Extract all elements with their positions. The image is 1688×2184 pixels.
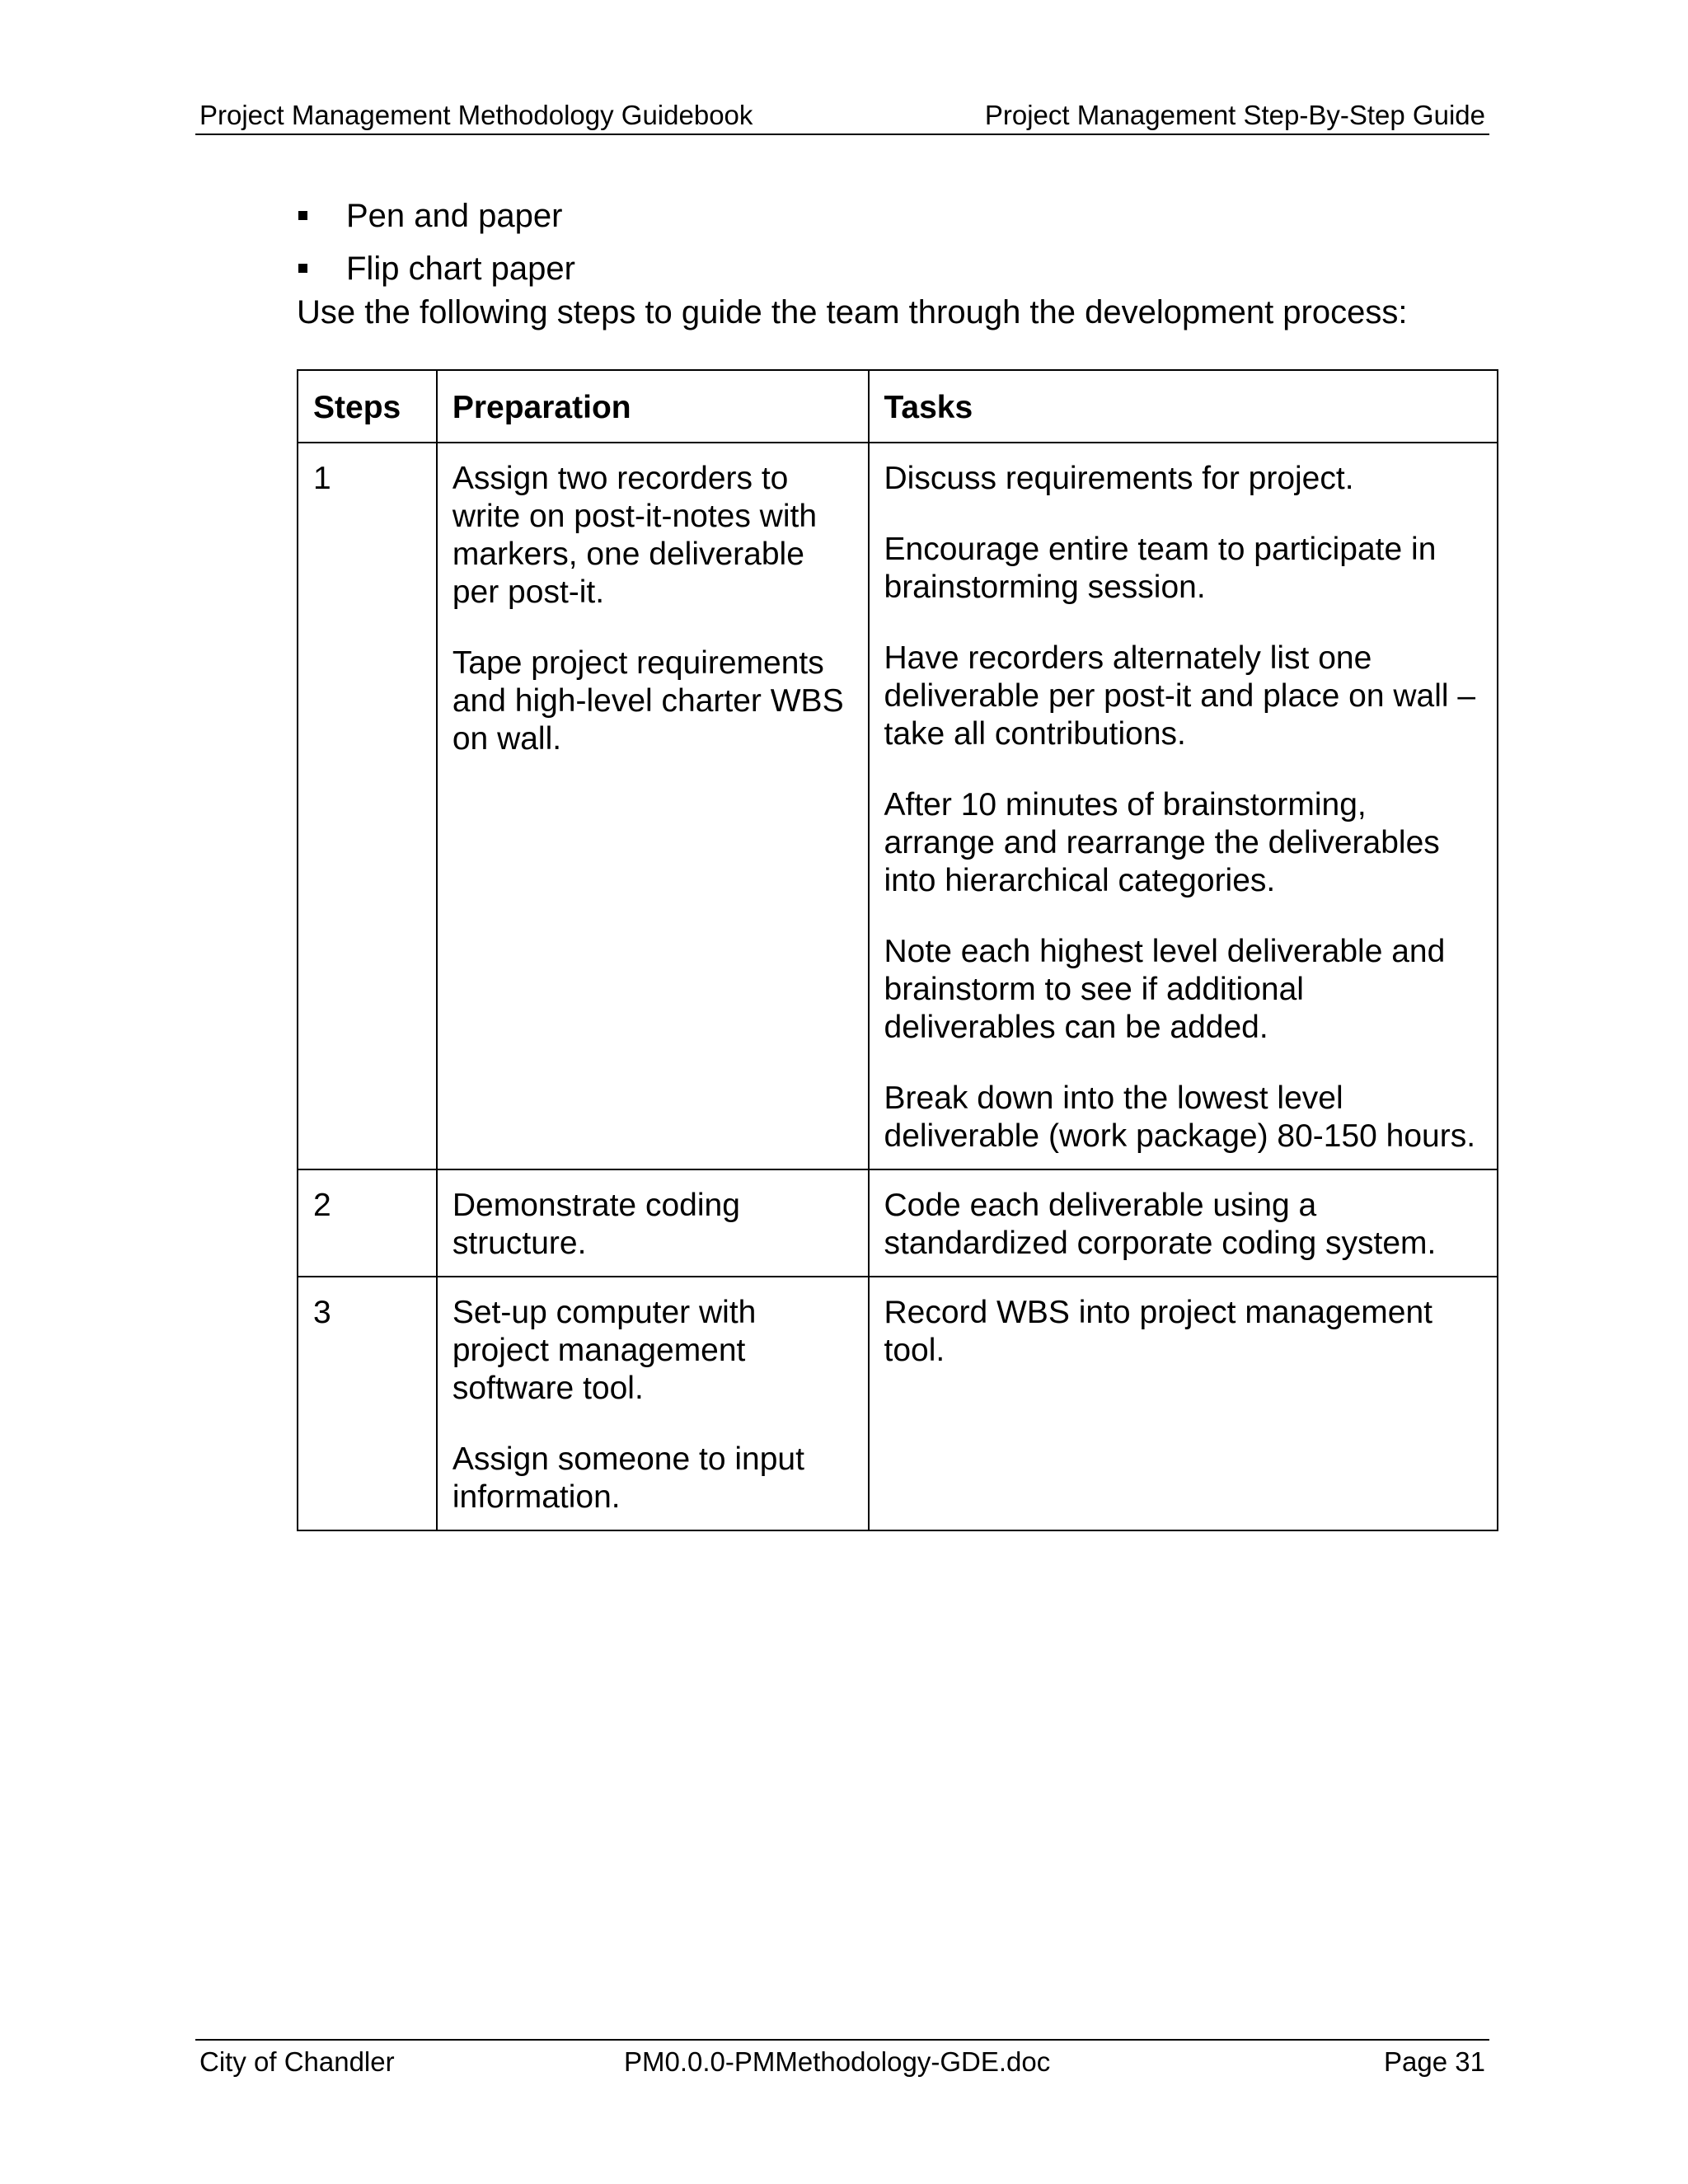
task-text: Note each highest level deliverable and brainstorm to see if additional deliverables can be added. bbox=[884, 934, 1446, 1045]
preparation-text: Tape project requirements and high-level charter WBS on wall. bbox=[452, 645, 844, 757]
preparation-cell bbox=[437, 443, 869, 1169]
table-row bbox=[298, 1277, 1498, 1530]
step-number: 3 bbox=[298, 1277, 437, 1530]
column-header-tasks: Tasks bbox=[869, 370, 1498, 443]
task-text: Code each deliverable using a standardized corporate coding system. bbox=[884, 1188, 1437, 1261]
page-footer bbox=[195, 2039, 1489, 2080]
tasks-cell bbox=[869, 1169, 1498, 1277]
header-document-title: Project Management Methodology Guidebook bbox=[199, 100, 753, 130]
list-item-text: Flip chart paper bbox=[346, 251, 575, 287]
header-section-title: Project Management Step-By-Step Guide bbox=[984, 100, 1485, 130]
list-item bbox=[297, 194, 1500, 237]
preparation-cell bbox=[437, 1169, 869, 1277]
preparation-text: Assign someone to input information. bbox=[452, 1441, 804, 1515]
column-header-steps: Steps bbox=[298, 370, 437, 443]
task-text: Have recorders alternately list one deliverable per post-it and place on wall – take all contributions. bbox=[884, 640, 1476, 752]
task-text: Encourage entire team to participate in brainstorming session. bbox=[884, 532, 1437, 605]
preparation-text: Demonstrate coding structure. bbox=[452, 1188, 740, 1261]
page-header bbox=[195, 97, 1489, 135]
square-bullet-icon bbox=[298, 264, 307, 273]
tasks-cell bbox=[869, 443, 1498, 1169]
list-item bbox=[297, 247, 1500, 290]
step-number: 1 bbox=[298, 443, 437, 1169]
step-number: 2 bbox=[298, 1169, 437, 1277]
square-bullet-icon bbox=[298, 211, 307, 220]
task-text: Record WBS into project management tool. bbox=[884, 1295, 1432, 1368]
footer-filename: PM0.0.0-PMMethodology-GDE.doc bbox=[624, 2046, 1051, 2077]
task-text: Discuss requirements for project. bbox=[884, 461, 1354, 496]
intro-paragraph: Use the following steps to guide the team through the development process: bbox=[297, 294, 1408, 330]
table-row bbox=[298, 1169, 1498, 1277]
tasks-cell bbox=[869, 1277, 1498, 1530]
body-content bbox=[297, 194, 1500, 333]
footer-page-number: Page 31 bbox=[1384, 2046, 1485, 2077]
materials-list bbox=[297, 194, 1500, 290]
preparation-cell bbox=[437, 1277, 869, 1530]
column-header-preparation: Preparation bbox=[437, 370, 869, 443]
preparation-text: Assign two recorders to write on post-it-notes with markers, one deliverable per post-it. bbox=[452, 461, 818, 610]
task-text: Break down into the lowest level deliverable (work package) 80-150 hours. bbox=[884, 1080, 1476, 1154]
steps-table bbox=[297, 369, 1498, 1531]
task-text: After 10 minutes of brainstorming, arrange and rearrange the deliverables into hierarchical categories. bbox=[884, 787, 1440, 898]
footer-organization: City of Chandler bbox=[199, 2046, 395, 2077]
table-row bbox=[298, 443, 1498, 1169]
preparation-text: Set-up computer with project management software tool. bbox=[452, 1295, 757, 1406]
list-item-text: Pen and paper bbox=[346, 198, 563, 234]
table-header-row bbox=[298, 370, 1498, 443]
